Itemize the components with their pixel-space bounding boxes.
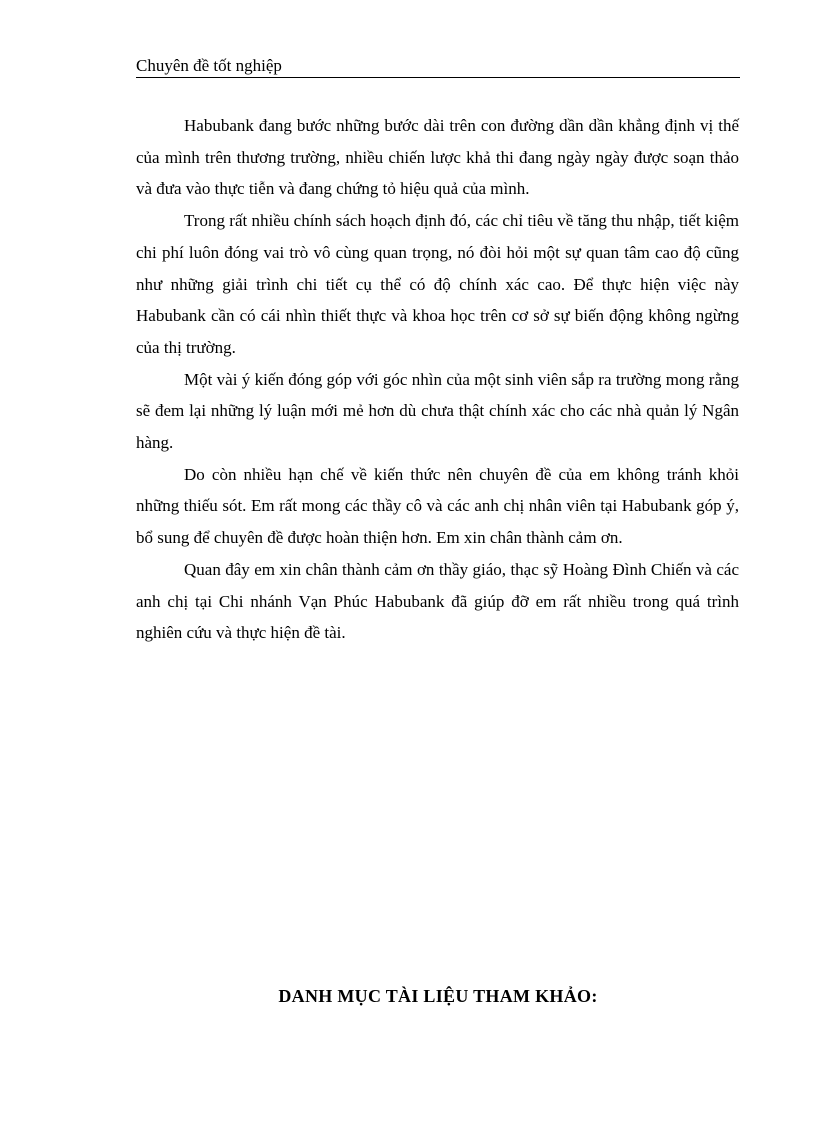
page-header xyxy=(136,52,740,78)
paragraph-3: Một vài ý kiến đóng góp với góc nhìn của một sinh viên sắp ra trường mong rằng sẽ đem lại những lý luận mới mẻ hơn dù chưa thật chính xác cho các nhà quản lý Ngân hàng. xyxy=(136,369,739,453)
body-text xyxy=(136,110,739,649)
paragraph-1: Habubank đang bước những bước dài trên con đường dần dần khẳng định vị thế của mình trên thương trường, nhiều chiến lược khả thi đang ngày ngày được soạn thảo và đưa vào thực tiễn và đang chứng tỏ hiệu quả của mình. xyxy=(136,116,739,199)
paragraph-2: Trong rất nhiều chính sách hoạch định đó, các chỉ tiêu về tăng thu nhập, tiết kiệm chi phí luôn đóng vai trò vô cùng quan trọng, nó đòi hỏi một sự quan tâm cao độ cũng như những giải trình chi tiết cụ thể có độ chính xác cao. Để thực hiện việc này Habubank cần có cái nhìn thiết thực và khoa học trên cơ sở sự biến động không ngừng của thị trường. xyxy=(136,211,739,357)
paragraph-4: Do còn nhiều hạn chế về kiến thức nên chuyên đề của em không tránh khỏi những thiếu sót. Em rất mong các thầy cô và các anh chị nhân viên tại Habubank góp ý, bổ sung để chuyên đề được hoàn thiện hơn. Em xin chân thành cảm ơn. xyxy=(136,464,739,548)
references-heading: DANH MỤC TÀI LIỆU THAM KHẢO: xyxy=(278,986,598,1006)
paragraph-5: Quan đây em xin chân thành cảm ơn thầy giáo, thạc sỹ Hoàng Đình Chiến và các anh chị tại Chi nhánh Vạn Phúc Habubank đã giúp đỡ em rất nhiều trong quá trình nghiên cứu và thực hiện đề tài. xyxy=(136,559,739,643)
header-title: Chuyên đề tốt nghiệp xyxy=(136,56,282,75)
